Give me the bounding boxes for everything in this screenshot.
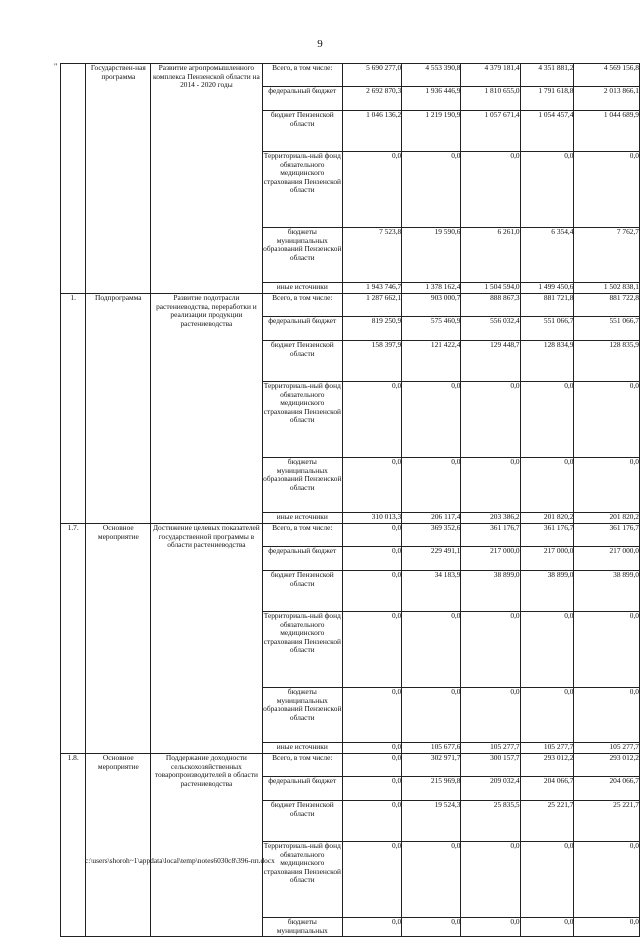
amount-cell: 1 943 746,7 bbox=[343, 283, 402, 294]
funding-source: бюджет Пензенской области bbox=[262, 111, 343, 152]
funding-source: Территориаль-ный фонд обязательного медицинского страхования Пензенской области bbox=[262, 842, 343, 918]
section-number: 1. bbox=[61, 294, 86, 524]
amount-cell: 1 791 618,8 bbox=[520, 87, 574, 111]
amount-cell: 217 000,0 bbox=[461, 547, 520, 571]
amount-cell: 0,0 bbox=[343, 688, 402, 743]
section-name: Поддержание доходности сельскохозяйственных товаропроизводителей в области растениеводства bbox=[151, 754, 262, 937]
amount-cell: 881 722,8 bbox=[574, 294, 640, 317]
amount-cell: 881 721,8 bbox=[520, 294, 574, 317]
funding-source: бюджеты муниципальных образований Пензенской области bbox=[262, 228, 343, 283]
amount-cell: 0,0 bbox=[343, 777, 402, 801]
amount-cell: 217 000,0 bbox=[574, 547, 640, 571]
funding-source: Всего, в том числе: bbox=[262, 524, 343, 547]
amount-cell: 0,0 bbox=[402, 458, 461, 513]
amount-cell: 0,0 bbox=[343, 801, 402, 842]
funding-source: Территориаль-ный фонд обязательного медицинского страхования Пензенской области bbox=[262, 382, 343, 458]
amount-cell: 0,0 bbox=[402, 382, 461, 458]
amount-cell: 0,0 bbox=[402, 688, 461, 743]
amount-cell: 0,0 bbox=[574, 382, 640, 458]
section-status: Основное мероприятие bbox=[86, 754, 151, 937]
table-row bbox=[61, 754, 640, 777]
funding-source: федеральный бюджет bbox=[262, 777, 343, 801]
amount-cell: 6 261,0 bbox=[461, 228, 520, 283]
amount-cell: 0,0 bbox=[574, 688, 640, 743]
amount-cell: 1 502 838,1 bbox=[574, 283, 640, 294]
amount-cell: 0,0 bbox=[520, 842, 574, 918]
section-name: Развитие подотрасли растениеводства, переработки и реализации продукции растениеводства bbox=[151, 294, 262, 524]
amount-cell: 105 277,7 bbox=[574, 743, 640, 754]
amount-cell: 361 176,7 bbox=[520, 524, 574, 547]
amount-cell: 556 032,4 bbox=[461, 317, 520, 341]
amount-cell: 888 867,3 bbox=[461, 294, 520, 317]
amount-cell: 19 524,3 bbox=[402, 801, 461, 842]
section-number: 1.7. bbox=[61, 524, 86, 754]
amount-cell: 361 176,7 bbox=[461, 524, 520, 547]
amount-cell: 6 354,4 bbox=[520, 228, 574, 283]
amount-cell: 903 000,7 bbox=[402, 294, 461, 317]
amount-cell: 105 677,6 bbox=[402, 743, 461, 754]
funding-source: Территориаль-ный фонд обязательного медицинского страхования Пензенской области bbox=[262, 612, 343, 688]
amount-cell: 0,0 bbox=[343, 571, 402, 612]
amount-cell: 1 936 446,9 bbox=[402, 87, 461, 111]
section-number bbox=[61, 64, 86, 294]
amount-cell: 1 046 136,2 bbox=[343, 111, 402, 152]
funding-source: федеральный бюджет bbox=[262, 547, 343, 571]
funding-source: иные источники bbox=[262, 513, 343, 524]
amount-cell: 0,0 bbox=[461, 612, 520, 688]
amount-cell: 217 000,0 bbox=[520, 547, 574, 571]
amount-cell: 121 422,4 bbox=[402, 341, 461, 382]
section-number: 1.8. bbox=[61, 754, 86, 937]
amount-cell: 575 460,9 bbox=[402, 317, 461, 341]
funding-source: федеральный бюджет bbox=[262, 317, 343, 341]
funding-source: Всего, в том числе: bbox=[262, 294, 343, 317]
funding-source: бюджет Пензенской области bbox=[262, 801, 343, 842]
amount-cell: 0,0 bbox=[343, 152, 402, 228]
funding-source: Всего, в том числе: bbox=[262, 754, 343, 777]
amount-cell: 2 692 870,3 bbox=[343, 87, 402, 111]
amount-cell: 1 504 594,0 bbox=[461, 283, 520, 294]
amount-cell: 0,0 bbox=[520, 688, 574, 743]
footer-file-path: c:\users\shoroh~1\appdata\local\temp\notes6030c8\396-пп.docx bbox=[85, 856, 275, 865]
funding-source: иные источники bbox=[262, 283, 343, 294]
amount-cell: 0,0 bbox=[343, 743, 402, 754]
amount-cell: 0,0 bbox=[574, 152, 640, 228]
section-status: Подпрограмма bbox=[86, 294, 151, 524]
amount-cell: 0,0 bbox=[343, 458, 402, 513]
amount-cell: 0,0 bbox=[520, 382, 574, 458]
amount-cell: 25 221,7 bbox=[574, 801, 640, 842]
amount-cell: 0,0 bbox=[343, 918, 402, 937]
amount-cell: 1 219 190,9 bbox=[402, 111, 461, 152]
amount-cell: 209 032,4 bbox=[461, 777, 520, 801]
amount-cell: 25 221,7 bbox=[520, 801, 574, 842]
amount-cell: 293 012,2 bbox=[520, 754, 574, 777]
amount-cell: 310 013,3 bbox=[343, 513, 402, 524]
amount-cell: 129 448,7 bbox=[461, 341, 520, 382]
amount-cell: 0,0 bbox=[402, 612, 461, 688]
amount-cell: 0,0 bbox=[343, 754, 402, 777]
amount-cell: 4 553 390,8 bbox=[402, 64, 461, 87]
page-number: 9 bbox=[317, 38, 323, 50]
amount-cell: 0,0 bbox=[402, 842, 461, 918]
amount-cell: 0,0 bbox=[520, 458, 574, 513]
funding-source: бюджеты муниципальных образований Пензенской области bbox=[262, 458, 343, 513]
amount-cell: 5 690 277,0 bbox=[343, 64, 402, 87]
continuation-quote: " bbox=[54, 62, 58, 71]
amount-cell: 19 590,6 bbox=[402, 228, 461, 283]
funding-source: иные источники bbox=[262, 743, 343, 754]
amount-cell: 0,0 bbox=[574, 458, 640, 513]
amount-cell: 1 044 689,9 bbox=[574, 111, 640, 152]
amount-cell: 38 899,0 bbox=[520, 571, 574, 612]
amount-cell: 105 277,7 bbox=[520, 743, 574, 754]
funding-source: бюджеты муниципальных bbox=[262, 918, 343, 937]
section-name: Достижение целевых показателей государственной программы в области растениеводства bbox=[151, 524, 262, 754]
amount-cell: 204 066,7 bbox=[574, 777, 640, 801]
funding-source: федеральный бюджет bbox=[262, 87, 343, 111]
amount-cell: 4 379 181,4 bbox=[461, 64, 520, 87]
amount-cell: 302 971,7 bbox=[402, 754, 461, 777]
amount-cell: 819 250,9 bbox=[343, 317, 402, 341]
amount-cell: 7 762,7 bbox=[574, 228, 640, 283]
amount-cell: 0,0 bbox=[461, 918, 520, 937]
amount-cell: 551 066,7 bbox=[574, 317, 640, 341]
amount-cell: 1 057 671,4 bbox=[461, 111, 520, 152]
amount-cell: 0,0 bbox=[461, 688, 520, 743]
amount-cell: 0,0 bbox=[574, 612, 640, 688]
amount-cell: 0,0 bbox=[343, 524, 402, 547]
amount-cell: 0,0 bbox=[574, 918, 640, 937]
amount-cell: 293 012,2 bbox=[574, 754, 640, 777]
budget-table bbox=[60, 63, 640, 937]
amount-cell: 551 066,7 bbox=[520, 317, 574, 341]
amount-cell: 0,0 bbox=[461, 842, 520, 918]
amount-cell: 0,0 bbox=[461, 382, 520, 458]
amount-cell: 204 066,7 bbox=[520, 777, 574, 801]
amount-cell: 1 287 662,1 bbox=[343, 294, 402, 317]
section-status: Основное мероприятие bbox=[86, 524, 151, 754]
amount-cell: 25 835,5 bbox=[461, 801, 520, 842]
section-status: Государствен-ная программа bbox=[86, 64, 151, 294]
amount-cell: 4 351 881,2 bbox=[520, 64, 574, 87]
amount-cell: 0,0 bbox=[520, 612, 574, 688]
amount-cell: 0,0 bbox=[574, 842, 640, 918]
funding-source: Территориаль-ный фонд обязательного медицинского страхования Пензенской области bbox=[262, 152, 343, 228]
amount-cell: 215 969,8 bbox=[402, 777, 461, 801]
amount-cell: 203 386,2 bbox=[461, 513, 520, 524]
amount-cell: 0,0 bbox=[461, 152, 520, 228]
amount-cell: 0,0 bbox=[402, 152, 461, 228]
amount-cell: 0,0 bbox=[343, 842, 402, 918]
funding-source: бюджет Пензенской области bbox=[262, 341, 343, 382]
amount-cell: 1 378 162,4 bbox=[402, 283, 461, 294]
amount-cell: 2 013 866,1 bbox=[574, 87, 640, 111]
amount-cell: 0,0 bbox=[520, 152, 574, 228]
amount-cell: 38 899,0 bbox=[574, 571, 640, 612]
amount-cell: 1 054 457,4 bbox=[520, 111, 574, 152]
amount-cell: 229 491,1 bbox=[402, 547, 461, 571]
amount-cell: 361 176,7 bbox=[574, 524, 640, 547]
amount-cell: 4 569 156,8 bbox=[574, 64, 640, 87]
table-row bbox=[61, 294, 640, 317]
amount-cell: 34 183,9 bbox=[402, 571, 461, 612]
funding-source: бюджет Пензенской области bbox=[262, 571, 343, 612]
amount-cell: 158 397,9 bbox=[343, 341, 402, 382]
amount-cell: 0,0 bbox=[343, 547, 402, 571]
amount-cell: 38 899,0 bbox=[461, 571, 520, 612]
amount-cell: 105 277,7 bbox=[461, 743, 520, 754]
funding-source: бюджеты муниципальных образований Пензенской области bbox=[262, 688, 343, 743]
table-row bbox=[61, 524, 640, 547]
amount-cell: 201 820,2 bbox=[574, 513, 640, 524]
amount-cell: 369 352,6 bbox=[402, 524, 461, 547]
amount-cell: 0,0 bbox=[520, 918, 574, 937]
amount-cell: 0,0 bbox=[343, 382, 402, 458]
amount-cell: 7 523,8 bbox=[343, 228, 402, 283]
amount-cell: 0,0 bbox=[402, 918, 461, 937]
amount-cell: 0,0 bbox=[461, 458, 520, 513]
amount-cell: 128 835,9 bbox=[574, 341, 640, 382]
amount-cell: 1 499 450,6 bbox=[520, 283, 574, 294]
section-name: Развитие агропромышленного комплекса Пензенской области на 2014 - 2020 годы bbox=[151, 64, 262, 294]
amount-cell: 1 810 655,0 bbox=[461, 87, 520, 111]
amount-cell: 128 834,9 bbox=[520, 341, 574, 382]
amount-cell: 206 117,4 bbox=[402, 513, 461, 524]
amount-cell: 300 157,7 bbox=[461, 754, 520, 777]
amount-cell: 0,0 bbox=[343, 612, 402, 688]
table-row bbox=[61, 64, 640, 87]
amount-cell: 201 820,2 bbox=[520, 513, 574, 524]
funding-source: Всего, в том числе: bbox=[262, 64, 343, 87]
